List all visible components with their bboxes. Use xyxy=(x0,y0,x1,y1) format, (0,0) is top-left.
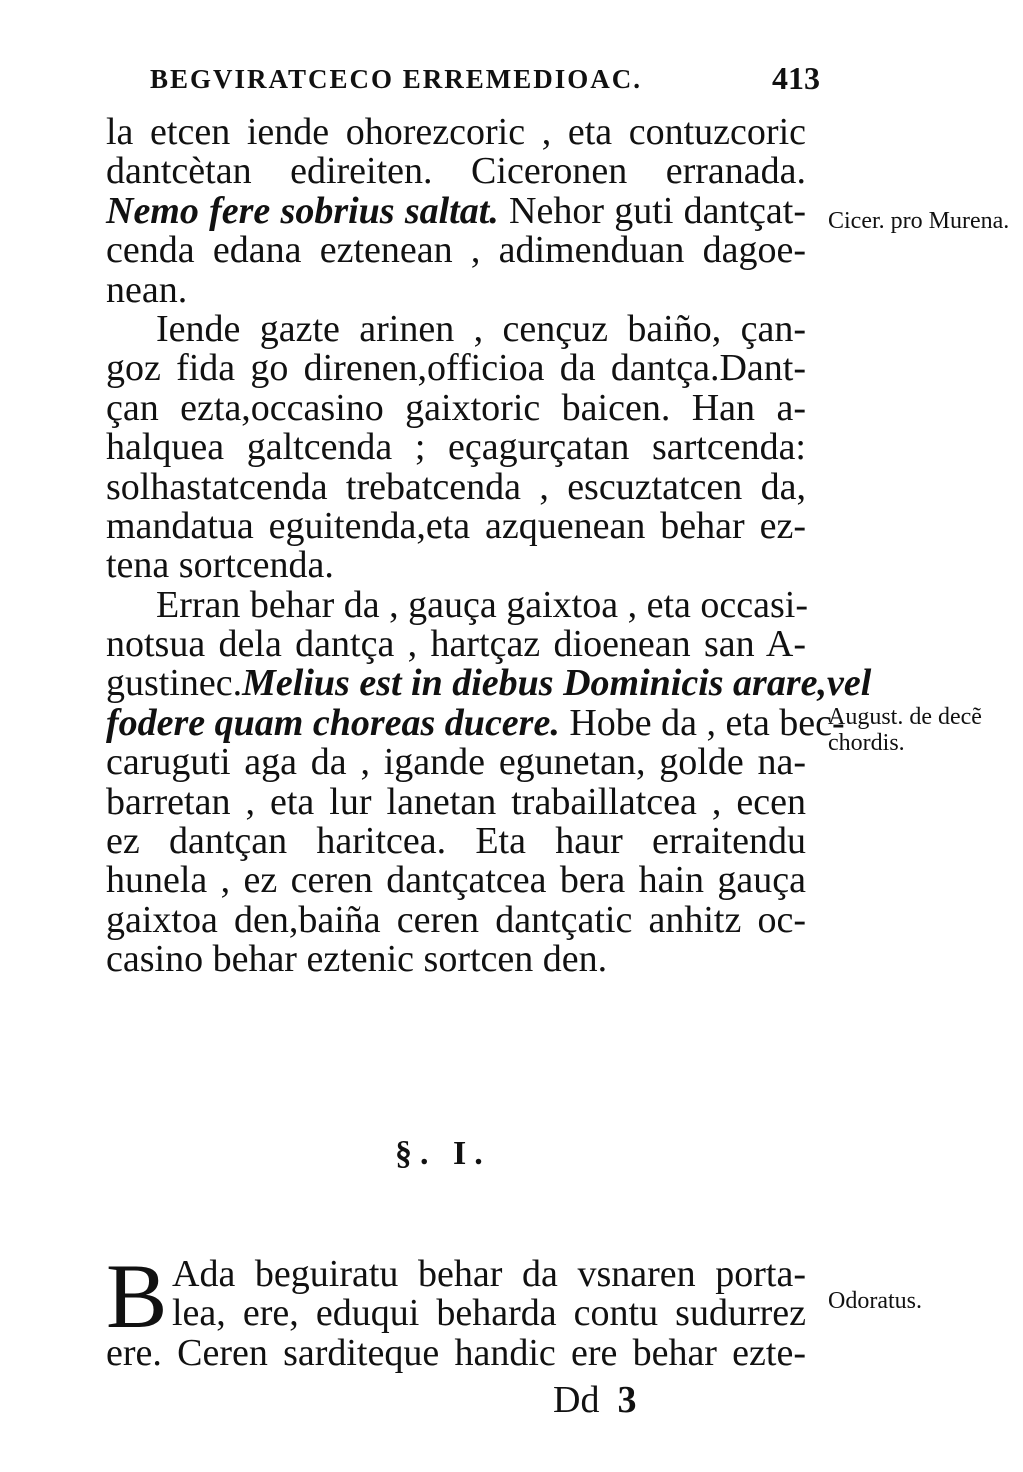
text-line: goz fida go direnen,officioa da dantça.Dant- xyxy=(106,347,806,390)
drop-cap: B xyxy=(106,1245,168,1347)
latin-quote: Melius est in diebus Dominicis arare,vel xyxy=(242,662,872,705)
text-line xyxy=(106,701,845,744)
text-line: mandatua eguitenda,eta azquenean behar ez- xyxy=(106,504,806,547)
text-line: notsua dela dantça , hartçaz dioenean san A- xyxy=(106,623,806,666)
text-line: Erran behar da , gauça gaixtoa , eta occasi- xyxy=(156,583,808,626)
text-line: tena sortcenda. xyxy=(106,544,334,587)
text-line: halquea galtcenda ; eçagurçatan sartcenda: xyxy=(106,426,806,469)
text-line: ez dantçan haritcea. Eta haur erraitendu xyxy=(106,820,806,863)
text-line: Iende gazte arinen , cençuz baiño, çan- xyxy=(156,307,806,350)
running-title: BEGVIRATCECO ERREMEDIOAC. xyxy=(150,64,643,94)
text-line xyxy=(106,189,807,232)
margin-note-odoratus: Odoratus. xyxy=(828,1288,922,1314)
latin-quote: fodere quam choreas ducere. xyxy=(106,701,560,744)
text-line: hunela , ez ceren dantçatcea bera hain gauça xyxy=(106,859,806,902)
text-line: lea, ere, eduqui beharda contu sudurrez xyxy=(172,1292,806,1335)
margin-note-cicero: Cicer. pro Murena. xyxy=(828,208,1010,234)
latin-quote: Nemo fere sobrius saltat. xyxy=(106,189,499,232)
text-line: casino behar eztenic sortcen den. xyxy=(106,938,608,981)
text-span: Nehor guti dantçat- xyxy=(498,189,807,232)
margin-note-august: August. de decẽ chordis. xyxy=(828,704,982,756)
text-line: Ada beguiratu behar da vsnaren porta- xyxy=(172,1253,806,1295)
text-line: solhastatcenda trebatcenda , escuztatcen da, xyxy=(106,465,806,508)
text-line xyxy=(106,662,872,705)
catchword xyxy=(553,1378,753,1422)
text-line: çan ezta,occasino gaixtoric baicen. Han a- xyxy=(106,386,806,429)
signature-letters: Dd xyxy=(553,1379,600,1421)
text-span: Hobe da , eta bec- xyxy=(559,701,845,744)
text-line: nean. xyxy=(106,268,188,311)
running-head xyxy=(150,60,820,104)
page-number: 413 xyxy=(772,60,820,96)
text-line: ere. Ceren sarditeque handic ere behar ezte- xyxy=(106,1331,806,1374)
text-span: gustinec. xyxy=(106,662,243,705)
main-text xyxy=(106,111,872,981)
text-line: barretan , eta lur lanetan trabaillatcea , ecen xyxy=(106,780,806,823)
text-line: cenda edana eztenean , adimenduan dagoe- xyxy=(106,229,806,272)
paragraph-odoratus xyxy=(106,1255,806,1373)
text-line: gaixtoa den,baiña ceren dantçatic anhitz oc- xyxy=(106,898,806,941)
text-line: la etcen iende ohorezcoric , eta contuzcoric xyxy=(106,111,806,153)
signature-number: 3 xyxy=(617,1379,637,1421)
text-line: caruguti aga da , igande egunetan, golde na- xyxy=(106,741,806,784)
section-mark: §. I. xyxy=(395,1135,491,1172)
text-line: dantcètan edireiten. Ciceronen erranada. xyxy=(106,150,806,193)
